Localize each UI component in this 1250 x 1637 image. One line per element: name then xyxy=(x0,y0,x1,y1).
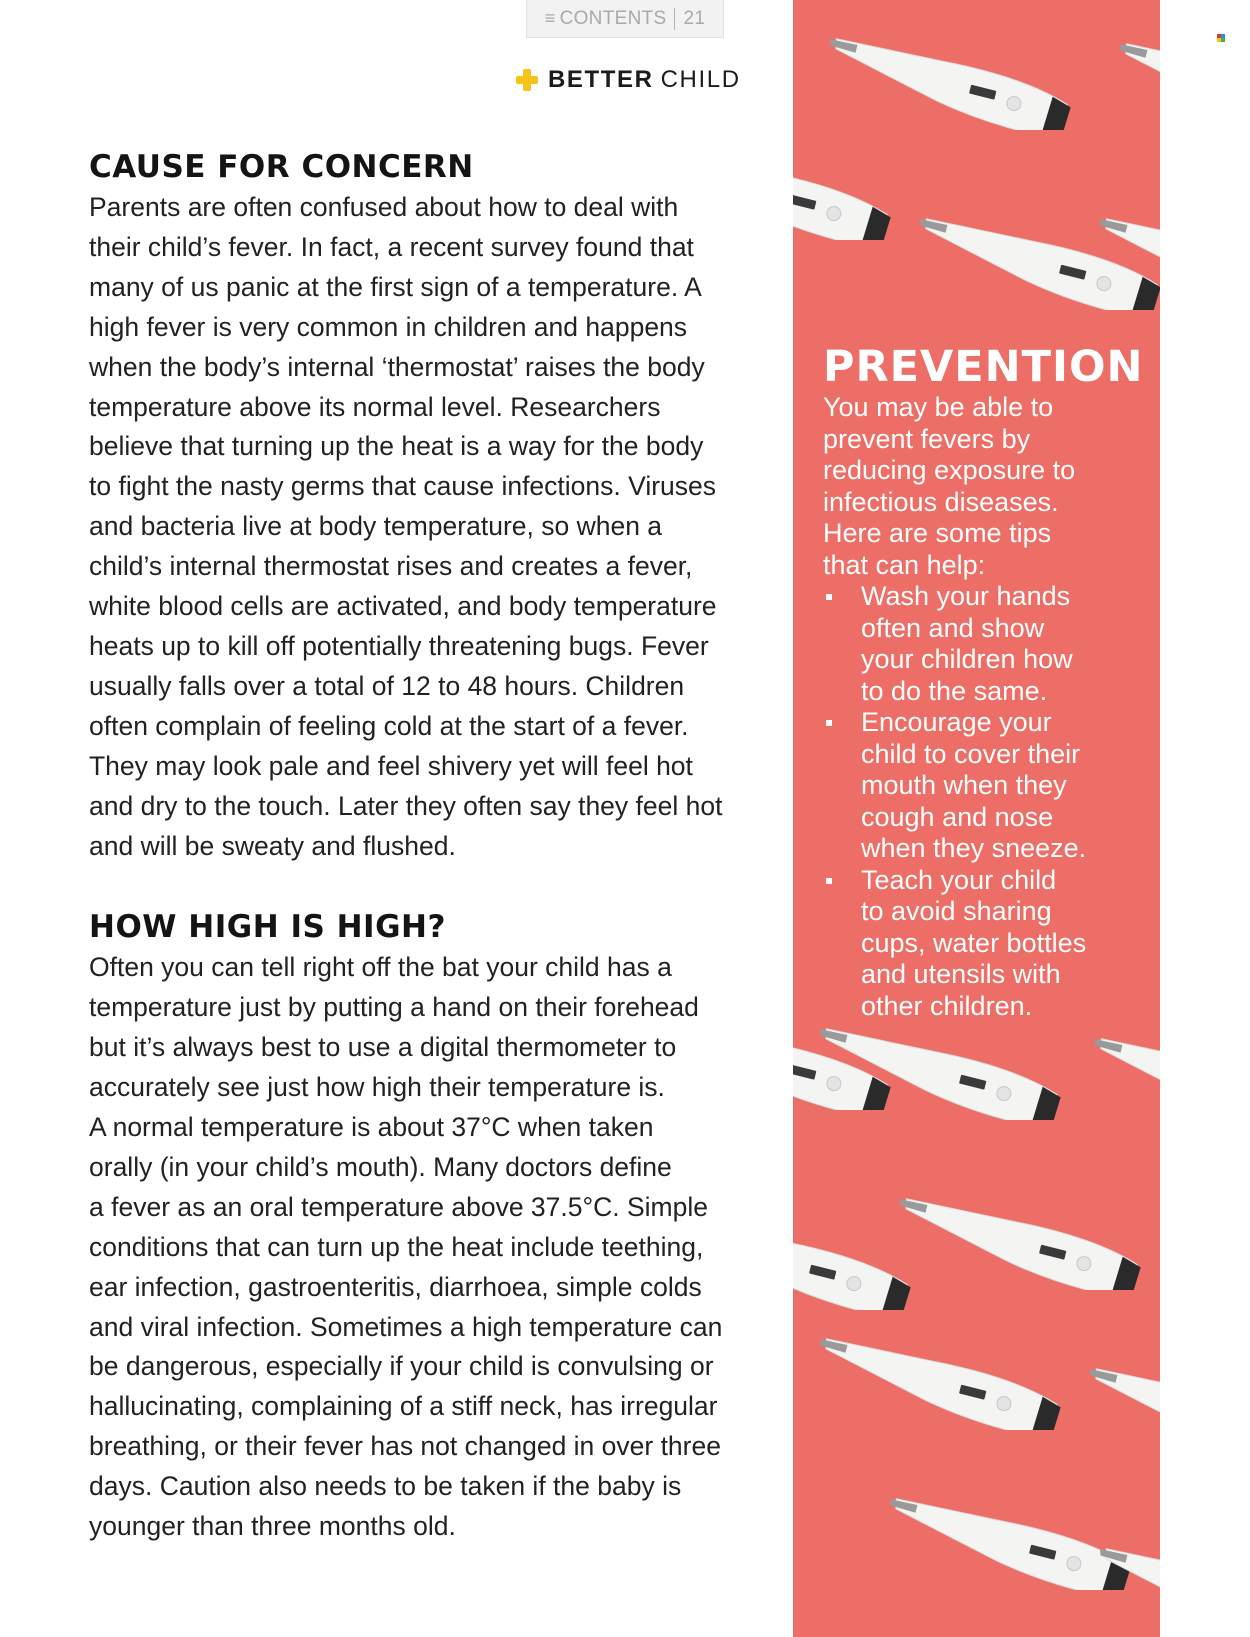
tip-text: Teach your child to avoid sharing cups, water bottles and utensils with other children. xyxy=(861,864,1087,1021)
plus-cross-icon xyxy=(516,69,538,91)
thermometer-icon xyxy=(893,1180,1153,1290)
bullet-icon xyxy=(826,594,832,600)
section-body: Parents are often confused about how to deal with their child’s fever. In fact, a recent survey found that many of us panic at the first sign of a temperature. A high fever is very common in children and happens when the body’s internal ‘thermostat’ raises the body temperature above its normal level. Researchers believe that turning up the heat is a way for the body to fight the nasty germs that cause infections. Viruses and bacteria live at body temperature, so when a child’s internal thermostat rises and creates a fever, white blood cells are activated, and body temperature heats up to kill off potentially threatening bugs. Fever usually falls over a total of 12 to 48 hours. Children often complain of feeling cold at the start of a fever. They may look pale and feel shivery yet will feel hot and dry to the touch. Later they often say they feel hot and will be sweaty and flushed. xyxy=(89,192,723,861)
thermometer-icon xyxy=(813,1010,1073,1120)
tip-text: Encourage your child to cover their mouth when they cough and nose when they sneeze. xyxy=(861,707,1087,863)
tip-text: Wash your hands often and show your children how to do the same. xyxy=(861,581,1073,706)
tips-list xyxy=(823,581,1158,1022)
page-number: 21 xyxy=(683,7,706,29)
thermometer-icon xyxy=(793,1200,923,1310)
menu-icon: ≡ xyxy=(544,8,556,28)
tip-item xyxy=(823,707,1158,865)
contents-label: CONTENTS xyxy=(559,7,667,29)
brand-regular-text: CHILD xyxy=(660,66,741,93)
section-how-high-is-high xyxy=(89,906,759,1547)
article-column xyxy=(89,146,759,1547)
tip-item xyxy=(823,865,1158,1023)
thermometer-icon xyxy=(813,1320,1073,1430)
thermometer-icon xyxy=(1083,1350,1160,1460)
thermometer-icon xyxy=(793,130,903,240)
prevention-sidebar xyxy=(793,0,1160,1637)
sidebar-title: PREVENTION xyxy=(823,342,1144,392)
brand-bold-text: BETTER xyxy=(548,66,654,93)
sidebar-content xyxy=(823,342,1158,1022)
tip-item xyxy=(823,581,1158,707)
section-body: Often you can tell right off the bat your child has a temperature just by putting a hand on their forehead but it’s always best to use a digital thermometer to accurately see just how high their temperature is. A normal temperature is about 37°C when taken orally (in your child’s mouth). Many doctors define a fever as an oral temperature above 37.5°C. Simple conditions that can turn up the heat include teething, ear infection, gastroenteritis, diarrhoea, simple colds and viral infection. Sometimes a high temperature can be dangerous, especially if your child is convulsing or hallucinating, complaining of a stiff neck, has irregular breathing, or their fever has not changed in over three days. Caution also needs to be taken if the baby is younger than three months old. xyxy=(89,952,723,1542)
section-heading: HOW HIGH IS HIGH? xyxy=(89,909,446,946)
bullet-icon xyxy=(826,720,832,726)
section-heading: CAUSE FOR CONCERN xyxy=(89,149,474,185)
divider xyxy=(674,8,675,30)
contents-tab[interactable] xyxy=(526,0,724,38)
thermometer-icon xyxy=(1113,25,1160,135)
thermometer-icon xyxy=(823,20,1083,130)
thermometer-icon xyxy=(1093,200,1160,310)
brand-logo xyxy=(516,66,741,94)
section-cause-for-concern xyxy=(89,146,759,866)
thermometer-icon xyxy=(1093,1530,1160,1637)
thermometer-icon xyxy=(1088,1020,1160,1130)
corner-marker-icon xyxy=(1217,34,1225,42)
sidebar-intro: You may be able to prevent fevers by reducing exposure to infectious diseases. Here are some tips that can help: xyxy=(823,392,1076,580)
bullet-icon xyxy=(826,878,832,884)
